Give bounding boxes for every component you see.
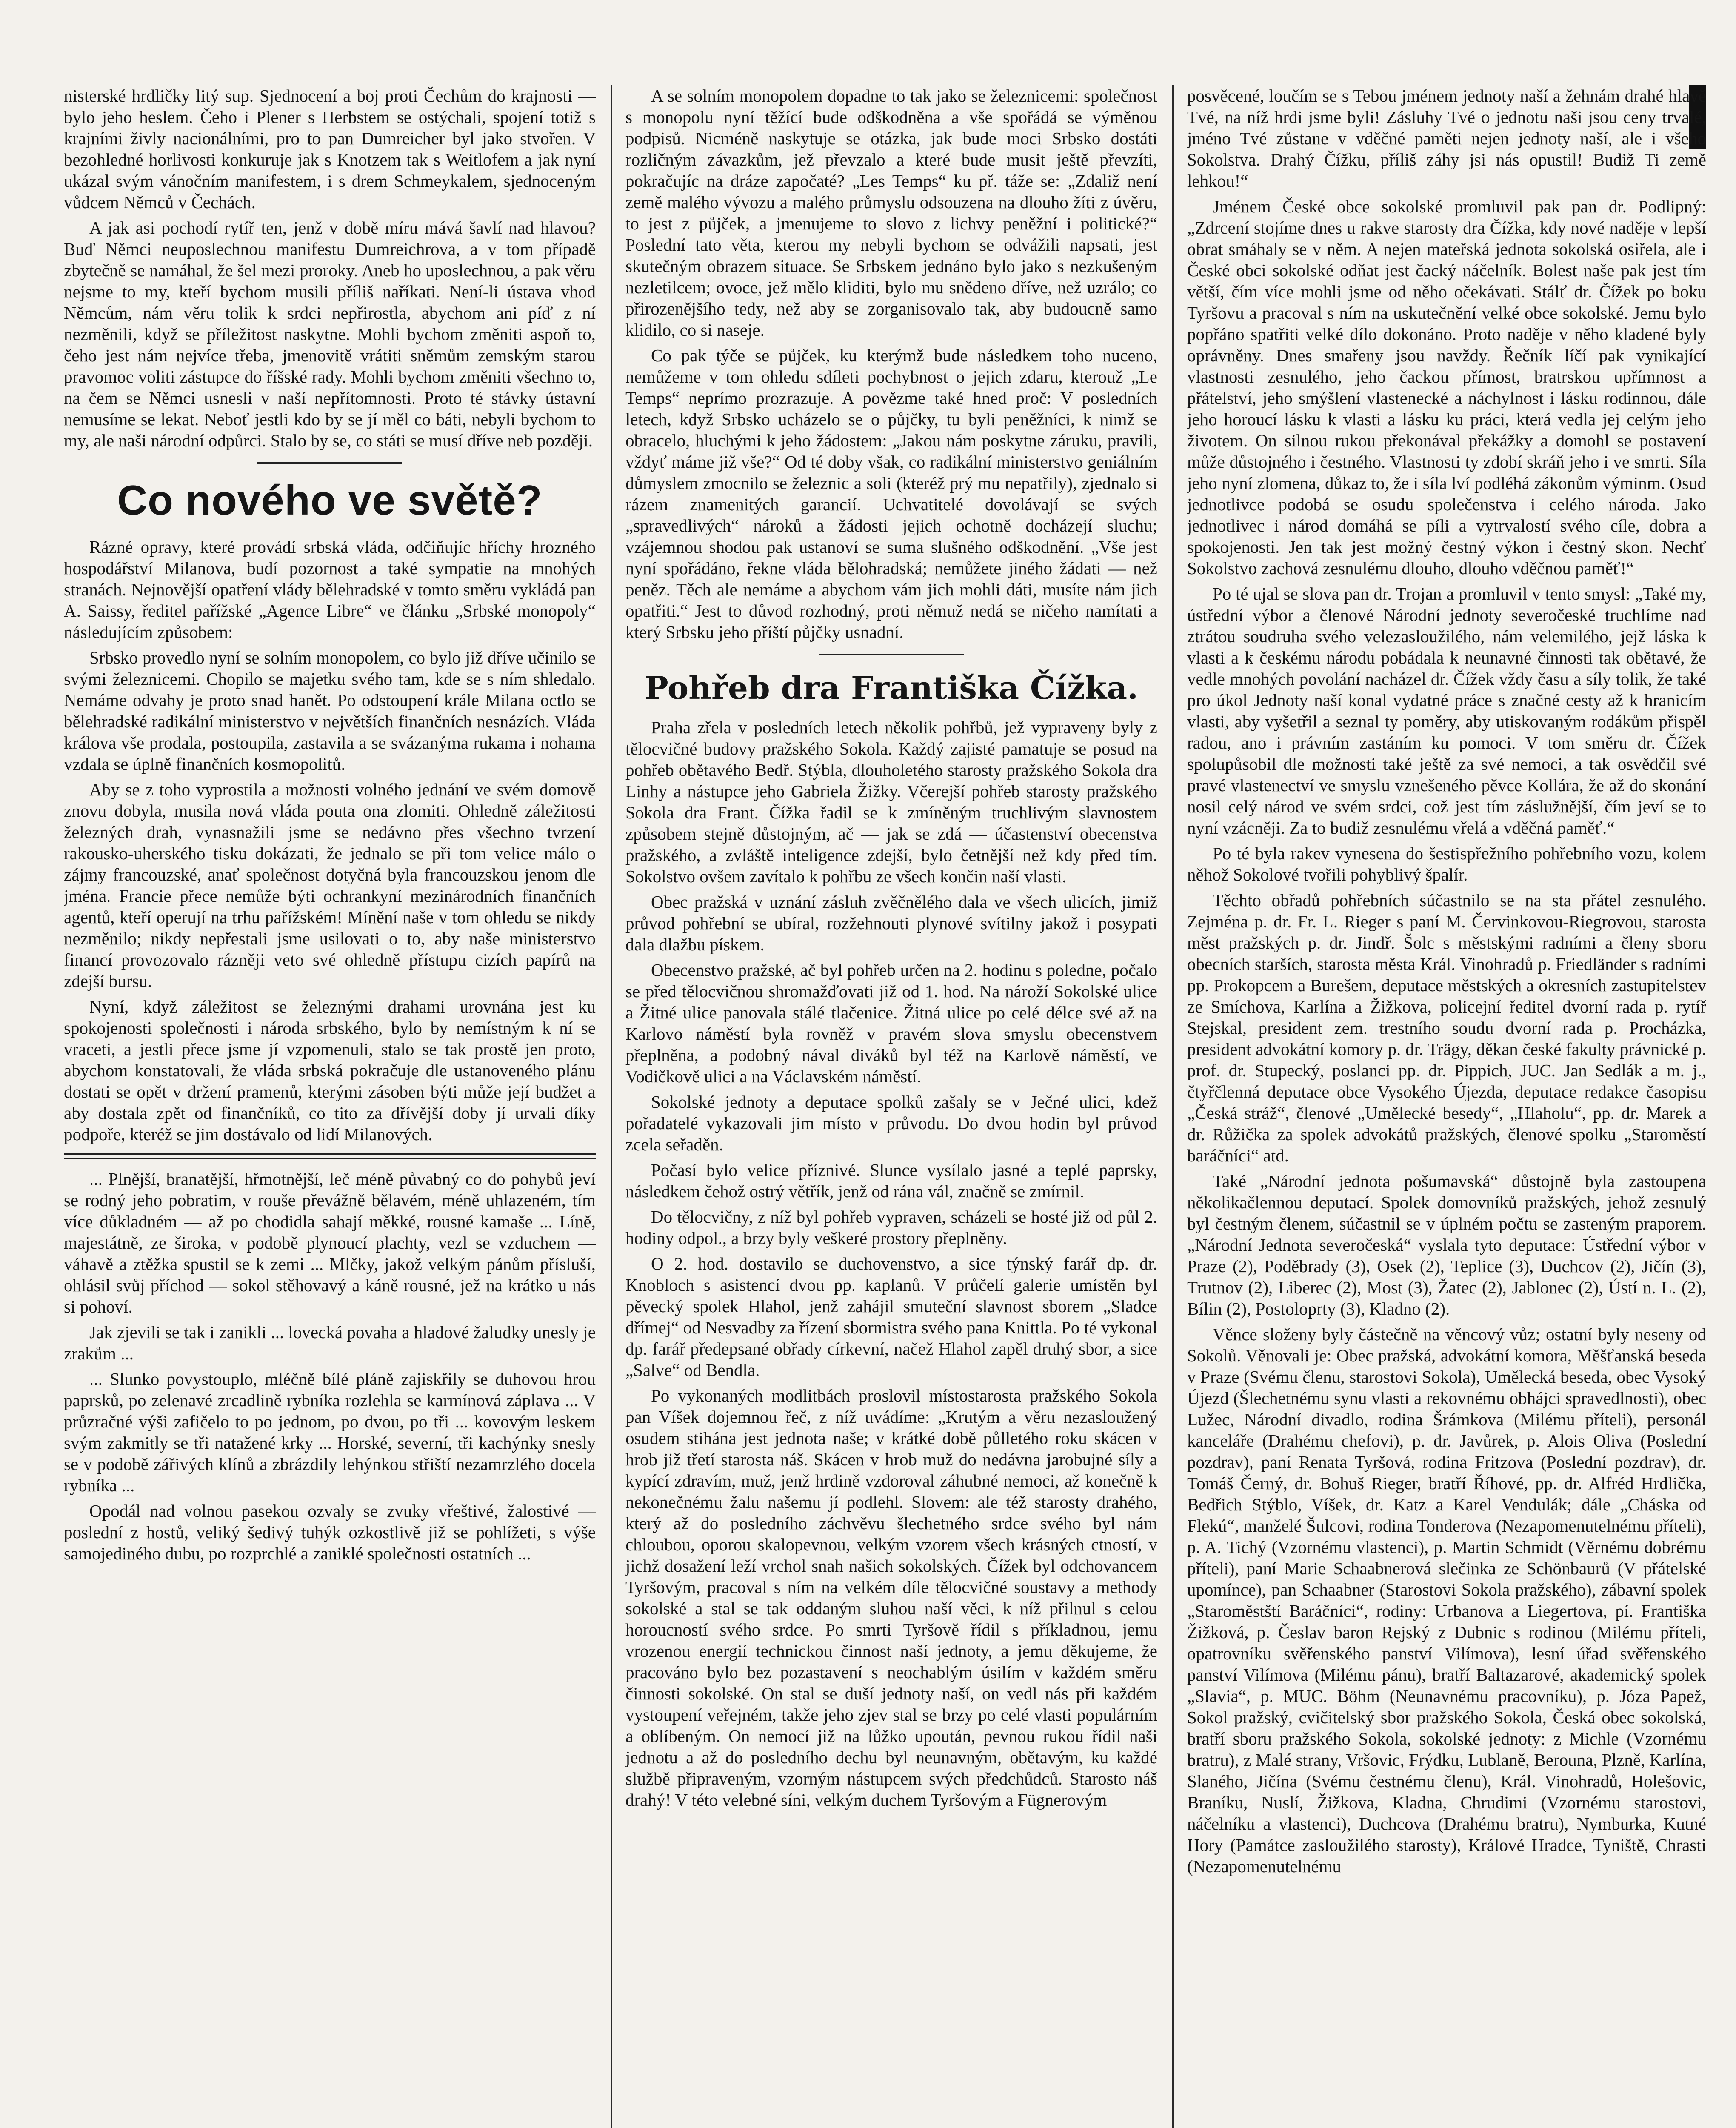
newspaper-page bbox=[64, 85, 1706, 2128]
paragraph: Věnce složeny byly částečně na věncový vůz; ostatní byly neseny od Sokolů. Věnovali je: Obec pražská, advokátní komora, Měšťanská beseda v Praze (Svému členu, starostovi Sokola), Umělecká beseda, obec Vysoký Újezd (Šlechetnému synu vlasti a rekovnému obhájci spravedlnosti), obec Lužec, Národní divadlo, rodina Šrámkova (Milému příteli), personál kanceláře (Drahému chefovi), p. dr. Javůrek, p. Alois Oliva (Poslední pozdrav), paní Renata Tyršová, rodina Fritzova (Poslední pozdrav), dr. Tomáš Černý, dr. Bohuš Rieger, bratří Říhové, pp. dr. Alfréd Hrdlička, Bedřich Stýblo, Víšek, dr. Katz a Karel Vendulák; dále „Cháska od Flekú“, manželé Šulcovi, rodina Tonderova (Nezapomenutelnému příteli), p. A. Tichý (Vzornému vlastenci), p. Martin Schmidt (Věrnému dobrému příteli), paní Marie Schaabnerová slečinka ze Schönbaurů (V přátelské upomínce), pan Schaabner (Starostovi Sokola pražského), zábavní spolek „Staroměstští Baráčníci“, rodiny: Urbanova a Liegertova, pí. Františka Žižková, p. Česlav baron Rejský z Dubnic s rodinou (Milému příteli, opatrovníku svěřenského panství Vilímova), lesní úřad svěřenského panství Vilímova (Milému pánu), bratří Baltazarové, akademický spolek „Slavia“, p. MUC. Böhm (Neunavnému pracovníku), p. Józa Papež, Sokol pražský, cvičitelský sbor pražského Sokola, Česká obec sokolská, bratří sboru pražského Sokola, sokolské jednoty: z Michle (Vzornému bratru), z Malé strany, Vršovic, Frýdku, Lublaně, Berouna, Plzně, Karlína, Slaného, Jičína (Svému čestnému členu), Král. Vinohradů, Holešovic, Braníku, Nuslí, Žižkova, Kladna, Chrudimi (Vzornému starostovi, náčelníku a vlastenci), Duchcova (Drahému bratru), Nymburka, Kutné Hory (Památce zasloužilého starosty), Králové Hradce, Tyniště, Chrasti (Nezapomenutelnému bbox=[1187, 1324, 1706, 1876]
paragraph: posvěcené, loučím se s Tebou jménem jednoty naší a žehnám drahé hlavě Tvé, na níž hrdi jsme byli! Zásluhy Tvé o jednotu naši jsou ceny trvalé, jméno Tvé zůstane v vděčné paměti nejen jednoty naší, ale i všeho Sokolstva. Drahý Čížku, příliš záhy jsi nás opustil! Budiž Ti země lehkou!“ bbox=[1187, 86, 1706, 191]
column-2 bbox=[625, 85, 1157, 2128]
paragraph: Jak zjevili se tak i zanikli ... lovecká povaha a hladové žaludky unesly je zrakům ... bbox=[64, 1322, 596, 1363]
divider bbox=[819, 654, 964, 655]
column-rule bbox=[611, 85, 612, 2128]
paragraph: Sokolské jednoty a deputace spolků zašaly se v Ječné ulici, kdež pořadatelé vykazovali jim místo v průvodu. Do dvou hodin byl průvod zcela seřaděn. bbox=[625, 1092, 1157, 1154]
paragraph: Těchto obřadů pohřebních súčastnilo se na sta přátel zesnulého. Zejména p. dr. Fr. L. Rieger s paní M. Červinkovou-Riegrovou, starosta měst pražských p. dr. Jindř. Šolc s městskými radními a členy sboru obecních starších, starosta města Král. Vinohradů p. Friedländer s radními pp. Prokopcem a Burešem, deputace městských a okresních zastupitelstev ze Smíchova, Karlína a Žižkova, policejní ředitel dvorní rada p. rytíř Stejskal, president zem. trestního soudu dvorní rada p. Procházka, president advokátní komory p. dr. Trägy, děkan české fakulty právnické p. prof. dr. Stupecký, poslanci pp. dr. Pippich, JUC. Jan Sedlák a m. j., čtyřčlenná deputace obce Vysokého Újezda, deputace redakce časopisu „Česká stráž“, členové „Umělecké besedy“, „Hlaholu“, pp. dr. Marek a dr. Růžička za spolek advokátů pražských, členové spolku „Staroměstí baráčníci“ atd. bbox=[1187, 890, 1706, 1165]
paragraph: Aby se z toho vyprostila a možnosti volného jednání ve svém domově znovu dobyla, musila nová vláda pouta ona zlomiti. Ohledně záležitosti železných drah, vynasnažili jsme se nedávno přes všechno tvrzení rakousko-uherského tisku dokázati, že jednalo se při tom velice málo o zájmy francouzské, anať společnost dotyčná byla francouzskou jenom dle jména. Francie přece nemůže býti ochrankyní mezinárodních finančních agentů, kteří operují na trhu pařížském! Mínění naše v tom ohledu se nikdy nezměnilo; nikdy nepřestali jsme usilovati o to, aby naše ministerstvo financí provozovalo rázněji veto své ohledně přístupu cizích papírů na zdejší bursu. bbox=[64, 780, 596, 991]
paragraph: Obec pražská v uznání zásluh zvěčnělého dala ve všech ulicích, jimiž průvod pohřební se ubíral, rozžehnouti plynové svítilny jakož i posypati dala dlažbu pískem. bbox=[625, 892, 1157, 954]
paragraph: ... Plnější, branatější, hřmotnější, leč méně půvabný co do pohybů jeví se rodný jeho pobratim, v rouše převážně bělavém, méně uhlazeném, tím více důkladném — až po chodidla sahají měkké, rousné kamaše ... Líně, majestátně, ze široka, v podobě plynoucí plachty, vezl se vzduchem — váhavě a ztěžka spustil se k zemi ... Mlčky, jakož velkým pánům přísluší, ohlásil svůj příchod — sokol stěhovavý a káně rousné, jež na krátko u nás si pohoví. bbox=[64, 1169, 596, 1316]
paragraph: Opodál nad volnou pasekou ozvaly se zvuky vřeštivé, žalostivé — poslední z hostů, veliký šedivý tuhýk ozkostlivě již se pohlížeti, s výše samojediného dubu, po rozprchlé a zaniklé společnosti ostatních ... bbox=[64, 1501, 596, 1563]
paragraph: Po té ujal se slova pan dr. Trojan a promluvil v tento smysl: „Také my, ústřední výbor a členové Národní jednoty severočeské truchlíme nad ztrátou soudruha svého velezasloužilého, nám velemilého, jejž láska k vlasti a k českému národu pobádala k neunavné činnosti tak obětavé, že vedle mnohých povolání nacházel dr. Čížek vždy času a síly tolik, že také pro úkol Jednoty naší konal vydatné práce s značné cesty až k hranicím vlasti, aby vyšetřil a seznal ty poměry, aby utiskovaným rodákům přispěl radou, ano i právním zastáním ku pomoci. V tom směru dr. Čížek spolupůsobil dle možnosti také ještě za své nemoci, a tak osvědčil své pravé vlastenectví ve smyslu vznešeného pěvce Kollára, že až do skonání nosil celý národ ve svém srdci, což jest tím záslužnější, čím jeví se to nyní vzácněji. Za to budiž zesnulému vřelá a vděčná paměť.“ bbox=[1187, 584, 1706, 838]
paragraph: A se solním monopolem dopadne to tak jako se železnicemi: společnost s monopolu nyní těžící bude odškodněna a vše spořádá se výměnou podpisů. Nicméně naskytuje se otázka, jak bude moci Srbsko dostáti rozličným závazkům, jež převzalo a které bude musit ještě převzíti, pokračujíc na dráze započaté? „Les Temps“ ku př. táže se: „Zdaliž není země malého vývozu a malého průmyslu odsouzena na dlouho žíti z úvěru, to jest z půjček, a jmenujeme to slovo z lichvy peněžní i politické?“ Poslední tato věta, kterou my nebyli bychom se odvážili napsati, jest skutečným obrazem situace. Se Srbskem jednáno bylo jako s nezkušeným nezletilcem; ovoce, jež mělo kliditi, bylo mu snědeno dříve, než uzrálo; co přirozenějšího tedy, než aby se zorganisovalo tak, aby budoucně samo klidilo, co si naseje. bbox=[625, 86, 1157, 340]
column-3 bbox=[1187, 85, 1706, 2128]
paragraph: Po té byla rakev vynesena do šestispřežního pohřebního vozu, kolem něhož Sokolové tvořili pohyblivý špalír. bbox=[1187, 844, 1706, 884]
paragraph: Do tělocvičny, z níž byl pohřeb vypraven, scházeli se hosté již od půl 2. hodiny odpol., a brzy byly veškeré prostory přeplněny. bbox=[625, 1207, 1157, 1248]
paragraph: Po vykonaných modlitbách proslovil místostarosta pražského Sokola pan Víšek dojemnou řeč, z níž uvádíme: „Krutým a věru nezasloužený osudem stihána jest jednota naše; v krátké době půlletého roku skácen v hrob již třetí starosta náš. Skácen v hrob muž do nedávna jarobujné síly a kypící zdravím, muž, jenž hrdině vzdoroval záhubné nemoci, až konečně k nekonečnému žalu našemu jí podlehl. Slovem: ale též starosty drahého, který až do posledního záchvěvu šlechetného srdce svého byl nám chloubou, oporou skalopevnou, velkým vzorem všech krásných ctností, v jichž dosažení leží vrchol snah našich sokolských. Čížek byl odchovancem Tyršovým, pracoval s ním na velkém díle tělocvičné soustavy a methody sokolské a stal se tak oddaným sluhou naší věci, k níž přilnul s celou horoucností svého srdce. Po smrti Tyršově řídil s příkladnou, jemu vrozenou energií technickou činnost naší jednoty, a jemu děkujeme, že pracováno bylo bez pozastavení s neochablým úsilím v každém směru činnosti sokolské. On stal se duší jednoty naší, on vedl nás při každém vystoupení veřejném, takže jeho zjev stal se brzy po celé vlasti populárním a oblíbeným. On nemocí již na lůžko upoután, pevnou rukou řídil naši jednotu a až do posledního dechu byl neunavným, obětavým, ku každé službě připraveným, vzorným nástupcem svých předchůdců. Starosto náš drahý! V této velebné síni, velkým duchem Tyršovým a Fügnerovým bbox=[625, 1386, 1157, 1810]
paragraph: Jménem České obce sokolské promluvil pak pan dr. Podlipný: „Zdrcení stojíme dnes u rakve starosty dra Čížka, kdy nové naděje v lepší obrat smáhaly se v něm. A nejen mateřská jednota sokolská osiřela, ale i České obci sokolské odňat jest čacký náčelník. Bolest naše pak jest tím větší, čím více mohli jsme od něho očekávati. Stálť dr. Čížek po boku Tyršovu a pracoval s ním na uskutečnění velké obce sokolské. Jemu bylo popřáno spatřiti velké dílo dokonáno. Proto naděje v něho kladené byly oprávněny. Dnes smařeny jsou navždy. Řečník líčí pak vynikající vlastnosti zesnulého, jeho čackou přímost, bratrskou upřímnost a přátelství, jeho smýšlení vlastenecké a náchylnost i lásku rodinnou, dále jeho horoucí lásku k vlasti a lásku ku práci, která vedla jej celým jeho životem. On silnou rukou překonával překážky a domohl se postavení může důstojného i čestného. Vlastnosti ty zdobí skráň jeho i ve smrti. Síla jeho nyní zlomena, důkaz to, že i síla lví podléhá zákonům výminm. Osud jednotlivce podobá se osudu společenstva i celého národa. Jako jednotlivec i národ domáhá se píli a vytrvalostí svého cíle, dobra a spokojenosti. Jen tak jest možný čestný výkon i čestný skon. Nechť Sokolstvo zachová zesnulému dlouho, dlouho vděčnou paměť!“ bbox=[1187, 197, 1706, 578]
column-1 bbox=[64, 85, 596, 2128]
section-heading-news: Co nového ve světě? bbox=[117, 477, 542, 523]
paragraph: Také „Národní jednota pošumavská“ důstojně byla zastoupena několikačlennou deputací. Spolek domovníků pražských, jehož zesnulý byl čestným členem, súčastnil se v úplném počtu se zasteným praporem. „Národní Jednota severočeská“ vyslala tyto deputace: Ústřední výbor v Praze (2), Poděbrady (3), Osek (2), Teplice (3), Duchcov (2), Jičín (3), Trutnov (2), Liberec (2), Most (3), Žatec (2), Jablonec (2), Ústí n. L. (2), Bílin (2), Postoloprty (3), Kladno (2). bbox=[1187, 1171, 1706, 1319]
paragraph: Rázné opravy, které provádí srbská vláda, odčiňujíc hříchy hrozného hospodářství Milanova, budí pozornost a také sympatie na mnohých stranách. Nejnovější opatření vlády bělehradské v tomto směru vykládá pan A. Saissy, ředitel pařížské „Agence Libre“ ve článku „Srbské monopoly“ následujícím způsobem: bbox=[64, 537, 596, 642]
feuilleton bbox=[64, 1168, 596, 1564]
paragraph: Počasí bylo velice příznivé. Slunce vysílalo jasné a teplé paprsky, následkem čehož ostrý větřík, jenž od rána vál, značně se zmírnil. bbox=[625, 1160, 1157, 1201]
divider bbox=[257, 462, 402, 464]
paragraph: ... Slunko povystouplo, mléčně bílé pláně zajiskřily se duhovou hrou paprsků, po zelenavé zrcadlině rybníka rozlehla se karmínová záplava ... V průzračné výši zafičelo to po jednom, po dvou, po tři ... kovovým leskem svým zakmitly se tři natažené krky ... Horské, severní, tři kachýnky snesly se v podobě zářivých klínů a zbrázdily lehýnkou střiští nezamrzlého docela rybníka ... bbox=[64, 1369, 596, 1495]
paragraph: Obecenstvo pražské, ač byl pohřeb určen na 2. hodinu s poledne, počalo se před tělocvičnou shromažďovati již od 1. hod. Na nároží Sokolské ulice a Žitné ulice panovala stálé tlačenice. Žitná ulice po celé délce své až na Karlovo náměstí byla rovněž v pravém slova smyslu obecenstvem přeplněna, a podobný nával diváků byl též na Karlově náměstí, ve Vodičkově ulici a na Václavském náměstí. bbox=[625, 960, 1157, 1086]
paragraph: O 2. hod. dostavilo se duchovenstvo, a sice týnský farář dp. dr. Knobloch s asistencí dvou pp. kaplanů. V průčelí galerie umístěn byl pěvecký spolek Hlahol, jenž zahájil smuteční slavnost sborem „Sladce dřímej“ od Nesvadby za řízení sbormistra svého pana Knittla. Po té vykonal dp. farář předepsané obřady církevní, načež Hlahol zapěl druhý sbor, a sice „Salve“ od Bendla. bbox=[625, 1254, 1157, 1380]
paragraph: A jak asi pochodí rytíř ten, jenž v době míru mává šavlí nad hlavou? Buď Němci neuposlechnou manifestu Dumreichrova, a v tom případě zbytečně se namáhal, že šel mezi proroky. Aneb ho uposlechnou, a pak věru nejsme to my, kteří bychom musili příliš naříkati. Není-li ústava vhod Němcům, nám věru tolik k srdci nepřirostla, abychom ani píď z ní nezměnili, když se příležitost naskytne. Mohli bychom změniti aspoň to, čeho jest nám nejvíce třeba, jmenovitě vrátiti sněmům zemským starou pravomoc voliti zástupce do říšské rady. Mohli bychom změniti všechno to, na čem se Němci usnesli v naší nepřítomnosti. Proto té stávky ústavní nemusíme se lekat. Neboť jestli kdo by se jí měl co báti, nebyli bychom to my, ale naši národní odpůrci. Stalo by se, co státi se musí dříve neb později. bbox=[64, 218, 596, 450]
paragraph: Co pak týče se půjček, ku kterýmž bude následkem toho nuceno, nemůžeme v tom ohledu sdíleti pochybnost o jejich zdaru, kterouž „Le Temps“ neprímo prozrazuje. A povězme také hned proč: V posledních letech, když Srbsko ucházelo se o půjčky, tu byli peněžníci, k nimž se obracelo, hluchými k jeho žádostem: „Jakou nám poskytne záruku, pravili, vždyť máme již vše?“ Od té doby však, co radikální ministerstvo geniálním důmyslem zmocnilo se železnic a soli (kteréž prý mu nepatřily), zjednalo si rázem znamenitých garancií. Uchvatitelé dovolávají se svých „spravedlivých“ nároků a žádosti jejich ochotně docházejí sluchu; vzájemnou shodou pak ustanoví se suma slušného odškodnění. „Vše jest nyní spořádáno, řekne vláda bělohradská; nemůžete jiného žádati — než peněz. Těch ale nemáme a abychom vám jich mohli dáti, musíte nám jich opatřiti.“ Jest to důvod rozhodný, proti němuž nedá se ničeho namítati a který Srbsku jeho příští půjčky usnadní. bbox=[625, 346, 1157, 642]
feuilleton-divider-thin bbox=[64, 1158, 596, 1159]
feuilleton-divider bbox=[64, 1153, 596, 1155]
paragraph: nisterské hrdličky litý sup. Sjednocení a boj proti Čechům do krajnosti — bylo jeho heslem. Čeho i Plener s Herbstem se ostýchali, spojení totiž s krajními živly nacionálními, pro to pan Dumreicher byl jako stvořen. V bezohledné horlivosti konkuruje jak s Knotzem tak s Weitlofem a jak nyní ukázal svým vánočním manifestem, i s drem Schmeykalem, sjednoceným vůdcem Němců v Čechách. bbox=[64, 86, 596, 212]
section-heading-funeral: Pohřeb dra Františka Čížka. bbox=[645, 670, 1138, 706]
paragraph: Nyní, když záležitost se železnými drahami urovnána jest ku spokojenosti společnosti i národa srbského, bylo by nemístným k ní se vraceti, a jestli přece jsme jí vzpomenuli, stalo se tak prostě jen proto, abychom konstatovali, že vláda srbská pokračuje dle ustanoveného plánu dostati se opět v držení pramenů, kterými zásoben býti může její budžet a aby dostala zpět od finančníků, co tito za dřívější doby jí urvali díky podpoře, kteréž se jim dostávalo od lidí Milanových. bbox=[64, 997, 596, 1144]
paragraph: Srbsko provedlo nyní se solním monopolem, co bylo již dříve učinilo se svými železnicemi. Chopilo se majetku svého tam, kde se s ním shledalo. Nemáme odvahy je proto snad hanět. Po odstoupení krále Milana octlo se bělehradské radikální ministerstvo v největších finančních nesnázích. Vláda králova vše prodala, postoupila, zastavila a se svázanýma rukama i nohama vzdala se úplně finančních kosmopolitů. bbox=[64, 648, 596, 774]
column-rule bbox=[1172, 85, 1174, 2128]
paragraph: Praha zřela v posledních letech několik pohřbů, jež vypraveny byly z tělocvičné budovy pražského Sokola. Každý zajisté pamatuje se posud na pohřeb obětavého Bedř. Stýbla, dlouholetého starosty pražského Sokola dra Linhy a nástupce jeho Gabriela Žižky. Včerejší pohřeb starosty pražského Sokola dra Frant. Čížka řadil se k zmíněným truchlivým slavnostem způsobem stejně důstojným, ač — jak se zdá — účastenství obecenstva pražského, a zvláště inteligence zdejší, bylo četnější než kdy před tím. Sokolstvo ovšem zavítalo k pohřbu ze všech končin naší vlasti. bbox=[625, 718, 1157, 886]
